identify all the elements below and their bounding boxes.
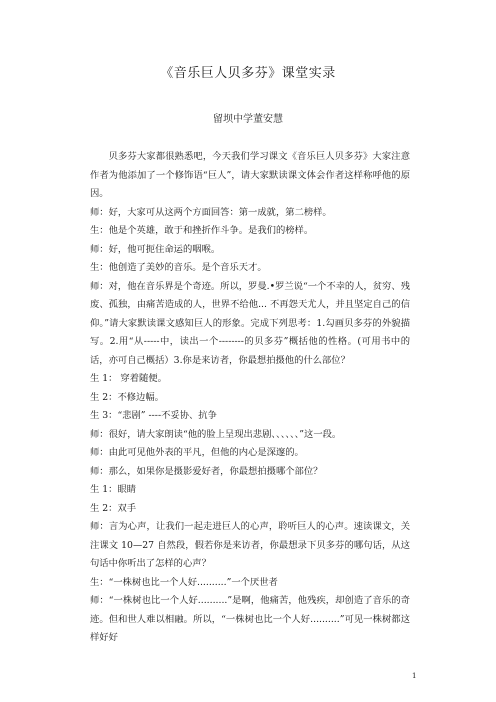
document-author: 留坝中学董安慧 — [213, 114, 283, 125]
document-title: 《音乐巨人贝多芬》课堂实录 — [160, 66, 336, 81]
paragraph: 师：“一株树也比一个人好..........”是啊，他痛苦，他残疾，却创造了音乐的奇迹。但和世人难以相融。所以，“一株树也比一个人好..........”可见一株树都这样好好 — [90, 595, 410, 643]
paragraph: 生：“一株树也比一个人好..........”一个厌世者 — [90, 576, 278, 588]
paragraph: 贝多芬大家都很熟悉吧，今天我们学习课文《音乐巨人贝多芬》大家注意作者为他添加了一个修饰语“巨人”，请大家默读课文体会作者这样称呼他的原因。 — [90, 151, 410, 199]
page-number: 1 — [412, 672, 417, 680]
paragraph: 生 2：双手 — [90, 502, 137, 514]
paragraph: 生：他创造了美妙的音乐。是个音乐天才。 — [90, 262, 267, 273]
paragraph: 师：由此可见他外表的平凡，但他的内心是深邃的。 — [90, 447, 304, 458]
paragraph: 师：那么，如果你是摄影爱好者，你最想拍摄哪个部位？ — [90, 465, 323, 477]
paragraph: 师：好，大家可从这两个方面回答：第一成就，第二榜样。 — [90, 206, 332, 218]
paragraph: 生 2：不修边幅。 — [90, 391, 164, 403]
paragraph: 生 3：“悲剧” ----不妥协、抗争 — [90, 410, 217, 421]
document-body — [90, 148, 410, 648]
paragraph: 师：言为心声，让我们一起走进巨人的心声，聆听巨人的心声。速读课文，关注课文 10—27 自然段，假若你是来访者，你最想录下贝多芬的哪句话，从这句话中你听出了怎样的心声？ — [90, 521, 410, 569]
paragraph: 师：很好，请大家朗读“他的脸上呈现出悲剧、、、、、、”这一段。 — [90, 428, 342, 440]
paragraph: 师：对，他在音乐界是个奇迹。所以，罗曼.•罗兰说“一个不幸的人，贫穷、残废、孤独，由痛苦造成的人，世界不给他... 不再怨天尤人，并且坚定自己的信仰。”请大家默读课文感知巨人的形象。完成下列思考：1.勾画贝多芬的外貌描写。2.用“从-----中，读出一个--------的贝多芬”概括他的性格。(可用书中的话，亦可自己概括）3.你是来访者，你最想拍摄他的什么部位？ — [90, 280, 410, 366]
paragraph: 生 1：眼睛 — [90, 484, 137, 495]
paragraph: 生：他是个英雄，敢于和挫折作斗争。是我们的榜样。 — [90, 225, 314, 236]
paragraph: 生 1： 穿着随便。 — [90, 373, 167, 384]
paragraph: 师：好，他可扼住命运的咽喉。 — [90, 243, 221, 255]
